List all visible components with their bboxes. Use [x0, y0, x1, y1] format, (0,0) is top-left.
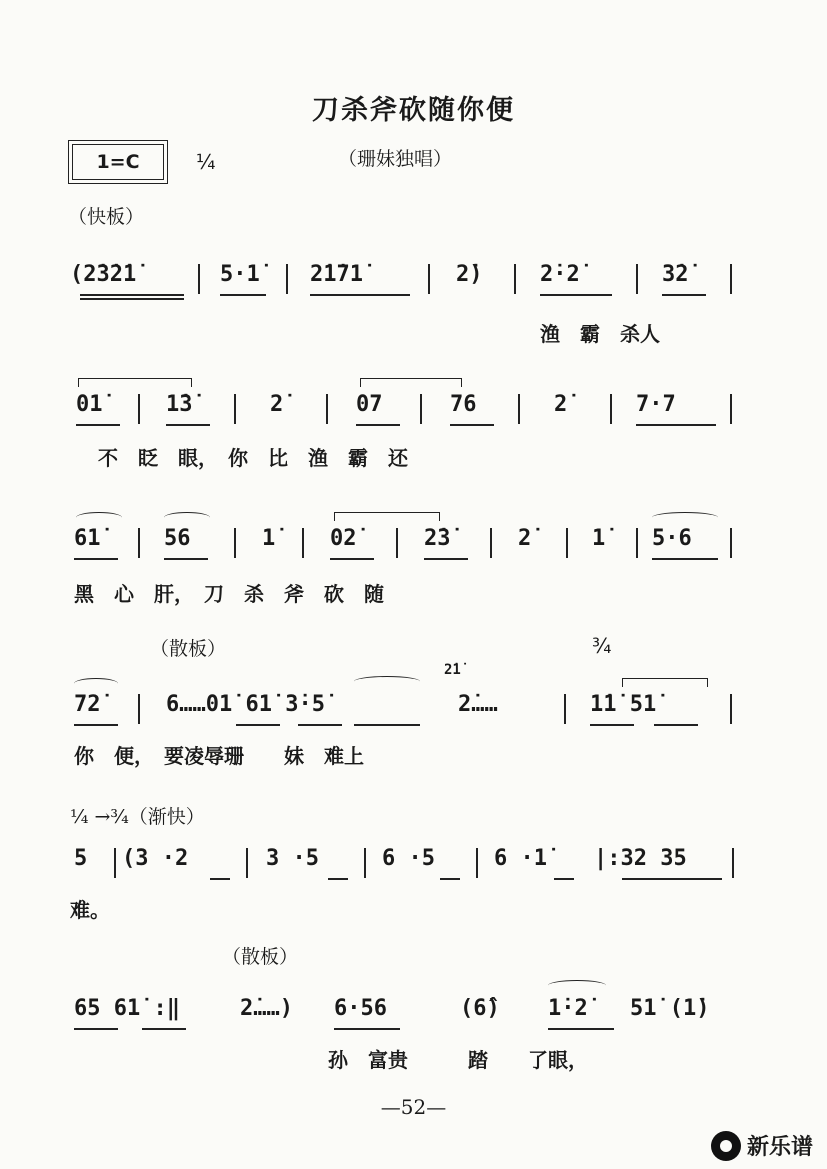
- measure: 2̇……): [240, 996, 293, 1021]
- measure: 2̇: [554, 392, 568, 417]
- notation-row-4: [70, 662, 740, 772]
- barline: [420, 394, 422, 424]
- measure: 5·6: [652, 526, 692, 551]
- underline: [166, 424, 210, 426]
- lyric-line: 孙 富贵 踏 了眼，: [328, 1048, 588, 1072]
- slur: [652, 512, 718, 523]
- barline: [396, 528, 398, 558]
- tie: [334, 512, 440, 521]
- underline: [330, 558, 374, 560]
- underline: [554, 878, 574, 880]
- barline: [564, 694, 566, 724]
- barline: [286, 264, 288, 294]
- underline: [74, 1028, 118, 1030]
- underline: [662, 294, 706, 296]
- tempo-marking-allegro: （快板）: [68, 206, 145, 228]
- notation-row-5: [70, 846, 740, 926]
- notation-row-3: [70, 526, 740, 606]
- underline: [80, 298, 184, 300]
- underline: [76, 424, 120, 426]
- underline: [236, 724, 280, 726]
- tempo-marking-rubato: （散板）: [150, 638, 227, 660]
- underline: [590, 724, 634, 726]
- measure: (6̂): [460, 996, 500, 1021]
- measure: 1̇·2̇: [548, 996, 588, 1021]
- measure: 1̇3̇: [166, 392, 193, 417]
- underline: [354, 724, 420, 726]
- underline: [142, 1028, 186, 1030]
- slur: [548, 980, 606, 991]
- barline: [476, 848, 478, 878]
- vinyl-disc-icon: [711, 1131, 741, 1161]
- underline: [220, 294, 266, 296]
- underline: [622, 878, 722, 880]
- barline: [428, 264, 430, 294]
- underline: [654, 724, 698, 726]
- measure: 3̇2̇: [662, 262, 689, 287]
- barline: [610, 394, 612, 424]
- underline: [74, 724, 118, 726]
- underline: [328, 878, 348, 880]
- underline: [80, 294, 184, 296]
- notation-row-2: [70, 392, 740, 472]
- measure: 76: [450, 392, 477, 417]
- measure: 6 ·1̇: [494, 846, 547, 871]
- measure: 6……01̇ 61̇ 3̇·5̇: [166, 692, 325, 717]
- measure: 51̇ (1̇): [630, 996, 710, 1021]
- measure: 72̇: [74, 692, 101, 717]
- underline: [164, 558, 208, 560]
- measure: 7·7: [636, 392, 676, 417]
- barline: [246, 848, 248, 878]
- notation-row-1: [70, 262, 740, 346]
- underline: [210, 878, 230, 880]
- barline: [138, 394, 140, 424]
- measure: 65 61̇ :‖: [74, 996, 180, 1021]
- tie: [622, 678, 708, 687]
- measure: 2̇·2̇: [540, 262, 580, 287]
- measure: 01̇: [76, 392, 103, 417]
- underline: [310, 294, 410, 296]
- tie: [360, 378, 462, 387]
- slur: [74, 678, 118, 689]
- measure: |:32 35: [594, 846, 687, 871]
- lyric-line: 难。: [70, 898, 110, 922]
- key-signature-box: [68, 140, 168, 184]
- barline: [114, 848, 116, 878]
- underline: [424, 558, 468, 560]
- notation-row-6: [70, 996, 740, 1076]
- barline: [326, 394, 328, 424]
- lyric-line: 你 便， 要凌辱珊 妹 难上: [74, 744, 364, 768]
- measure: 1̇: [592, 526, 606, 551]
- measure: 2̇3̇: [424, 526, 451, 551]
- measure: 2̇: [518, 526, 532, 551]
- barline: [302, 528, 304, 558]
- underline: [450, 424, 494, 426]
- measure: 1̇: [262, 526, 276, 551]
- slur: [354, 676, 420, 687]
- barline: [566, 528, 568, 558]
- barline: [518, 394, 520, 424]
- song-title: 刀杀斧砍随你便: [312, 95, 515, 126]
- barline: [234, 528, 236, 558]
- barline: [364, 848, 366, 878]
- grace-note: 2̇1̇: [444, 662, 461, 678]
- barline: [636, 528, 638, 558]
- underline: [540, 294, 612, 296]
- barline: [490, 528, 492, 558]
- barline: [730, 694, 732, 724]
- time-signature: ¼: [196, 150, 216, 174]
- underline: [440, 878, 460, 880]
- measure: 2̇: [270, 392, 284, 417]
- underline: [298, 724, 342, 726]
- measure: 6 ·5: [382, 846, 435, 871]
- underline: [636, 424, 716, 426]
- underline: [334, 1028, 400, 1030]
- subtitle: （珊妹独唱）: [338, 148, 453, 170]
- measure: 2̇1̇71̇: [310, 262, 363, 287]
- meter-change-marking: ¼ →¾（渐快）: [70, 806, 205, 828]
- page-number: —52—: [380, 1095, 447, 1119]
- slur: [76, 512, 122, 523]
- measure: 1̇1̇ 51̇: [590, 692, 657, 717]
- watermark-text: 新乐谱: [746, 1135, 813, 1160]
- barline: [514, 264, 516, 294]
- watermark-logo: [711, 1130, 813, 1161]
- measure: 2̇……: [458, 692, 498, 717]
- measure: 56: [164, 526, 191, 551]
- barline: [636, 264, 638, 294]
- measure: (3 ·2: [122, 846, 189, 871]
- barline: [730, 394, 732, 424]
- tie: [78, 378, 192, 387]
- underline: [548, 1028, 614, 1030]
- barline: [730, 528, 732, 558]
- underline: [356, 424, 400, 426]
- barline: [730, 264, 732, 294]
- slur: [164, 512, 210, 523]
- lyric-line: 不 眨 眼， 你 比 渔 霸 还: [98, 446, 408, 470]
- lyric-line: 黑 心 肝， 刀 杀 斧 砍 随: [74, 582, 384, 606]
- key-signature: 1=C: [96, 151, 140, 173]
- measure: 5: [74, 846, 88, 871]
- time-signature: ¾: [592, 634, 612, 658]
- measure: 5·1̇: [220, 262, 260, 287]
- lyric-line: 渔 霸 杀人: [540, 322, 660, 346]
- measure: 2̇): [456, 262, 483, 287]
- measure: 07: [356, 392, 383, 417]
- measure: 3 ·5: [266, 846, 319, 871]
- measure: (2̇3̇2̇1̇: [70, 262, 137, 287]
- barline: [732, 848, 734, 878]
- tempo-marking-rubato: （散板）: [222, 946, 299, 968]
- underline: [74, 558, 118, 560]
- barline: [234, 394, 236, 424]
- measure: 61̇: [74, 526, 101, 551]
- measure: 02̇: [330, 526, 357, 551]
- barline: [138, 694, 140, 724]
- barline: [198, 264, 200, 294]
- measure: 6·56: [334, 996, 387, 1021]
- barline: [138, 528, 140, 558]
- underline: [652, 558, 718, 560]
